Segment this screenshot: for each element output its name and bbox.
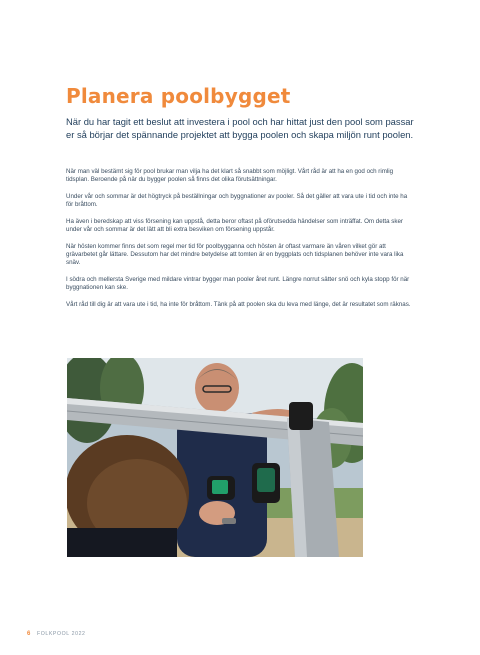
body-paragraph: När hösten kommer finns det som regel mer tid för poolbygganna och hösten är oftast varmare än våren vilket gör att grävarbetet går lättare. Dessutom har det mindre betydelse att tomten är en byggplats och tidsplanen behöver inte vara lika snäv. xyxy=(66,242,404,267)
body-paragraph: I södra och mellersta Sverige med mildare vintrar bygger man pooler året runt. Längre norrut sätter snö och kyla stopp för när byggnationen kan ske. xyxy=(66,275,410,292)
construction-photo xyxy=(67,358,363,557)
publication-name: FOLKPOOL 2022 xyxy=(36,631,86,637)
body-paragraph: Under vår och sommar är det högtryck på beställningar och byggnationer av pooler. Så det gäller att vara ute i tid och inte ha för bråttom. xyxy=(66,192,408,209)
lead-paragraph: När du har tagit ett beslut att investera i pool och har hittat just den pool som passar er så börjar det spännande projektet att bygga poolen och skapa miljön runt poolen. xyxy=(66,116,414,140)
article-body xyxy=(66,168,416,317)
page-title: Planera poolbygget xyxy=(66,84,291,108)
page-number: 6 xyxy=(27,631,31,637)
body-paragraph: Ha även i beredskap att viss försening kan uppstå, detta beror oftast på oförutsedda händelser som inträffat. Om detta sker under vår och sommar är det lätt att bli extra besviken om försening uppstår. xyxy=(66,217,403,234)
page-footer xyxy=(27,631,86,637)
body-paragraph: Vårt råd till dig är att vara ute i tid, ha inte för bråttom. Tänk på att poolen ska du leva med länge, det är resultatet som räknas. xyxy=(66,300,411,308)
body-paragraph: När man väl bestämt sig för pool brukar man vilja ha det klart så snabbt som möjligt. Vårt råd är att ha en god och rimlig tidsplan. Beroende på när du bygger poolen så finns det olika förutsättningar. xyxy=(66,168,394,184)
construction-photo-illustration xyxy=(67,358,363,557)
